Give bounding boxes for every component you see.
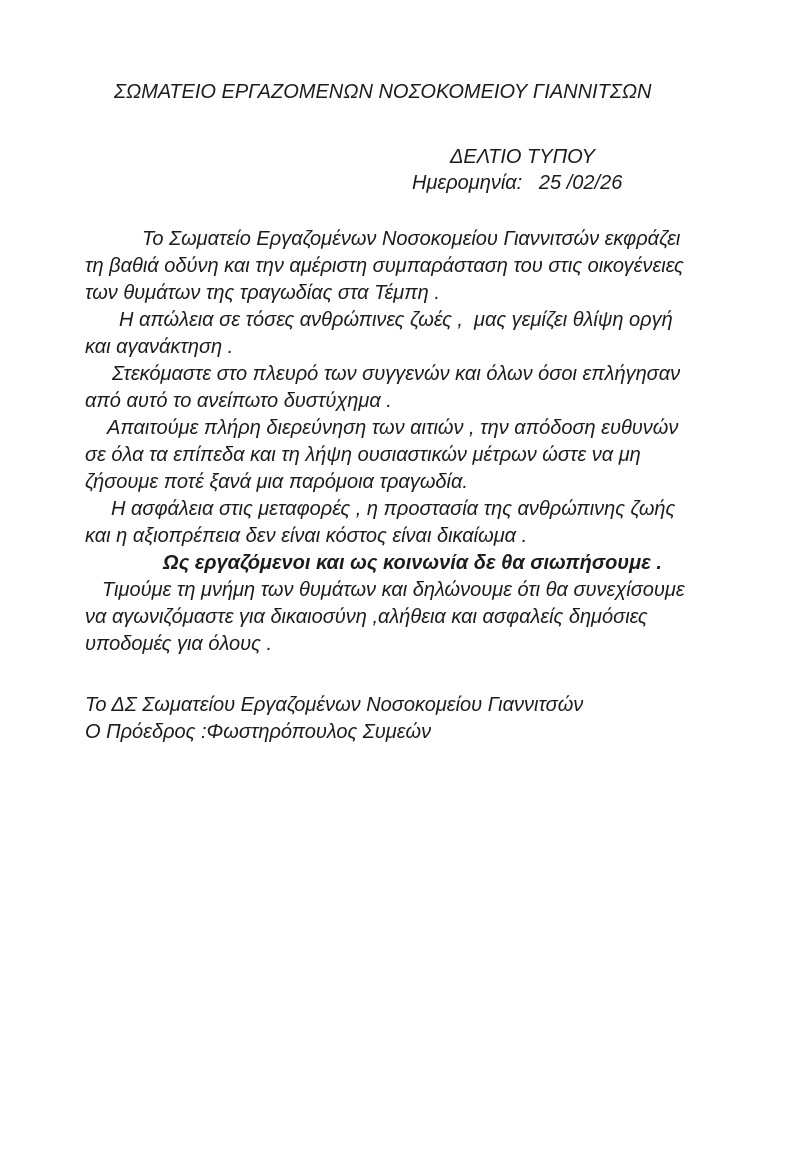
press-release-heading: ΔΕΛΤΙΟ ΤΥΠΟΥ	[450, 146, 595, 168]
press-release-body	[85, 226, 745, 746]
signature-president-line: Ο Πρόεδρος :Φωστηρόπουλος Συμεών	[85, 721, 432, 743]
paragraph-7-line-1: Τιμούμε τη μνήμη των θυμάτων και δηλώνουμε ότι θα συνεχίσουμε	[102, 579, 685, 601]
paragraph-5-line-2: και η αξιοπρέπεια δεν είναι κόστος είναι δικαίωμα .	[85, 525, 528, 547]
paragraph-4-line-1: Απαιτούμε πλήρη διερεύνηση των αιτιών , την απόδοση ευθυνών	[107, 417, 679, 439]
paragraph-3-line-2: από αυτό το ανείπωτο δυστύχημα .	[85, 390, 392, 412]
paragraph-2-line-1: Η απώλεια σε τόσες ανθρώπινες ζωές , μας γεμίζει θλίψη οργή	[119, 309, 673, 331]
signature-spacer	[85, 658, 745, 692]
paragraph-5-line-1: Η ασφάλεια στις μεταφορές , η προστασία της ανθρώπινης ζωής	[111, 498, 676, 520]
paragraph-1-line-1: Το Σωματείο Εργαζομένων Νοσοκομείου Γιαννιτσών εκφράζει	[142, 228, 681, 250]
paragraph-7-line-3: υποδομές για όλους .	[85, 633, 273, 655]
paragraph-3-line-1: Στεκόμαστε στο πλευρό των συγγενών και όλων όσοι επλήγησαν	[112, 363, 681, 385]
paragraph-1-line-3: των θυμάτων της τραγωδίας στα Τέμπη .	[85, 282, 440, 304]
paragraph-1-line-2: τη βαθιά οδύνη και την αμέριστη συμπαράσταση του στις οικογένειες	[85, 255, 684, 277]
paragraph-2-line-2: και αγανάκτηση .	[85, 336, 234, 358]
emphasis-line: Ως εργαζόμενοι και ως κοινωνία δε θα σιωπήσουμε .	[163, 552, 662, 574]
paragraph-4-line-3: ζήσουμε ποτέ ξανά μια παρόμοια τραγωδία.	[85, 471, 468, 493]
union-title: ΣΩΜΑΤΕΙΟ ΕΡΓΑΖΟΜΕΝΩΝ ΝΟΣΟΚΟΜΕΙΟΥ ΓΙΑΝΝΙΤΣΩΝ	[114, 81, 652, 103]
date-line: Ημερομηνία: 25 /02/26	[412, 172, 623, 194]
signature-board-line: Το ΔΣ Σωματείου Εργαζομένων Νοσοκομείου Γιαννιτσών	[85, 694, 584, 716]
paragraph-7-line-2: να αγωνιζόμαστε για δικαιοσύνη ,αλήθεια και ασφαλείς δημόσιες	[85, 606, 648, 628]
paragraph-4-line-2: σε όλα τα επίπεδα και τη λήψη ουσιαστικών μέτρων ώστε να μη	[85, 444, 641, 466]
